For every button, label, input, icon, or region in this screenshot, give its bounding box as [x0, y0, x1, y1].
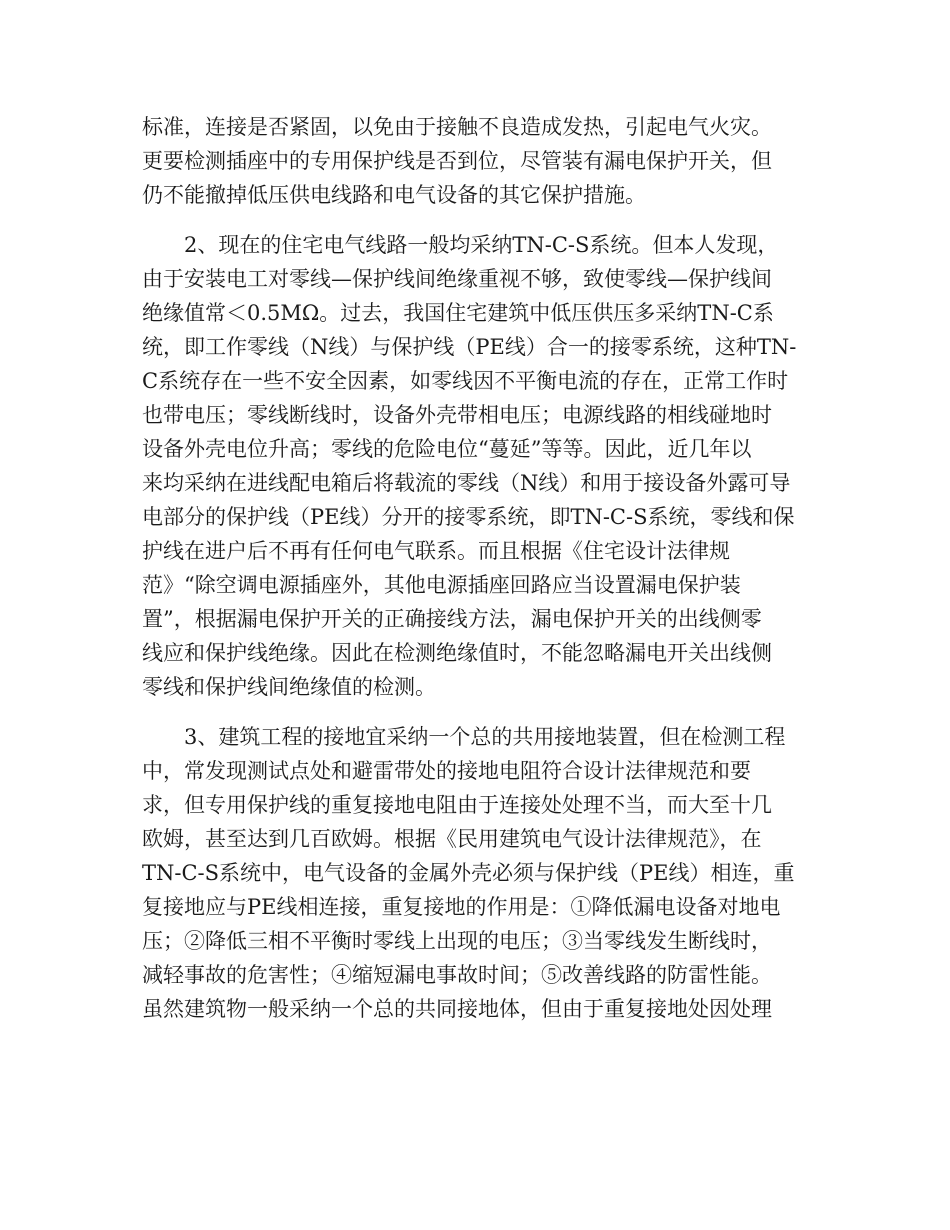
text-line: 由于安装电工对零线—保护线间绝缘重视不够，致使零线—保护线间 — [142, 267, 772, 291]
text-line: 统，即工作零线（N线）与保护线（PE线）合一的接零系统，这种TN- — [142, 335, 797, 359]
text-line: 2、现在的住宅电气线路一般均采纳TN-C-S系统。但本人发现， — [184, 233, 779, 257]
text-line: TN-C-S系统中，电气设备的金属外壳必须与保护线（PE线）相连，重 — [142, 861, 795, 885]
text-line: 来均采纳在进线配电箱后将载流的零线（N线）和用于接设备外露可导 — [142, 471, 791, 495]
paragraph-gap — [142, 704, 812, 720]
text-line: 中，常发现测试点处和避雷带处的接地电阻符合设计法律规范和要 — [142, 759, 751, 783]
text-line: 设备外壳电位升高；零线的危险电位“蔓延”等等。因此，近几年以 — [142, 437, 752, 461]
text-line: 电部分的保护线（PE线）分开的接零系统，即TN-C-S系统，零线和保 — [142, 505, 795, 529]
text-line: 复接地应与PE线相连接，重复接地的作用是：①降低漏电设备对地电 — [142, 895, 781, 919]
text-line: 标准，连接是否紧固，以免由于接触不良造成发热，引起电气火灾。 — [142, 115, 772, 139]
text-line: 线应和保护线绝缘。因此在检测绝缘值时，不能忽略漏电开关出线侧 — [142, 641, 772, 665]
text-line: 3、建筑工程的接地宜采纳一个总的共用接地装置，但在检测工程 — [184, 725, 786, 749]
paragraph-gap — [142, 212, 812, 228]
text-line: 仍不能撤掉低压供电线路和电气设备的其它保护措施。 — [142, 183, 646, 207]
text-line: 减轻事故的危害性；④缩短漏电事故时间；⑤改善线路的防雷性能。 — [142, 963, 772, 987]
text-line: 压；②降低三相不平衡时零线上出现的电压；③当零线发生断线时， — [142, 929, 772, 953]
document-body — [142, 110, 812, 1026]
paragraph-3 — [142, 720, 812, 1026]
text-line: 零线和保护线间绝缘值的检测。 — [142, 675, 436, 699]
text-line: C系统存在一些不安全因素，如零线因不平衡电流的存在，正常工作时 — [142, 369, 789, 393]
text-line: 绝缘值常＜0.5MΩ。过去，我国住宅建筑中低压供压多采纳TN-C系 — [142, 301, 774, 325]
text-line: 更要检测插座中的专用保护线是否到位，尽管装有漏电保护开关，但 — [142, 149, 772, 173]
text-line: 范》“除空调电源插座外，其他电源插座回路应当设置漏电保护装 — [142, 573, 741, 597]
text-line: 虽然建筑物一般采纳一个总的共同接地体，但由于重复接地处因处理 — [142, 997, 772, 1021]
text-line: 置”，根据漏电保护开关的正确接线方法，漏电保护开关的出线侧零 — [142, 607, 762, 631]
paragraph-2 — [142, 228, 812, 704]
paragraph-1 — [142, 110, 812, 212]
text-line: 欧姆，甚至达到几百欧姆。根据《民用建筑电气设计法律规范》，在 — [142, 827, 762, 851]
text-line: 求，但专用保护线的重复接地电阻由于连接处处理不当，而大至十几 — [142, 793, 772, 817]
text-line: 也带电压；零线断线时，设备外壳带相电压；电源线路的相线碰地时 — [142, 403, 772, 427]
text-line: 护线在进户后不再有任何电气联系。而且根据《住宅设计法律规 — [142, 539, 730, 563]
